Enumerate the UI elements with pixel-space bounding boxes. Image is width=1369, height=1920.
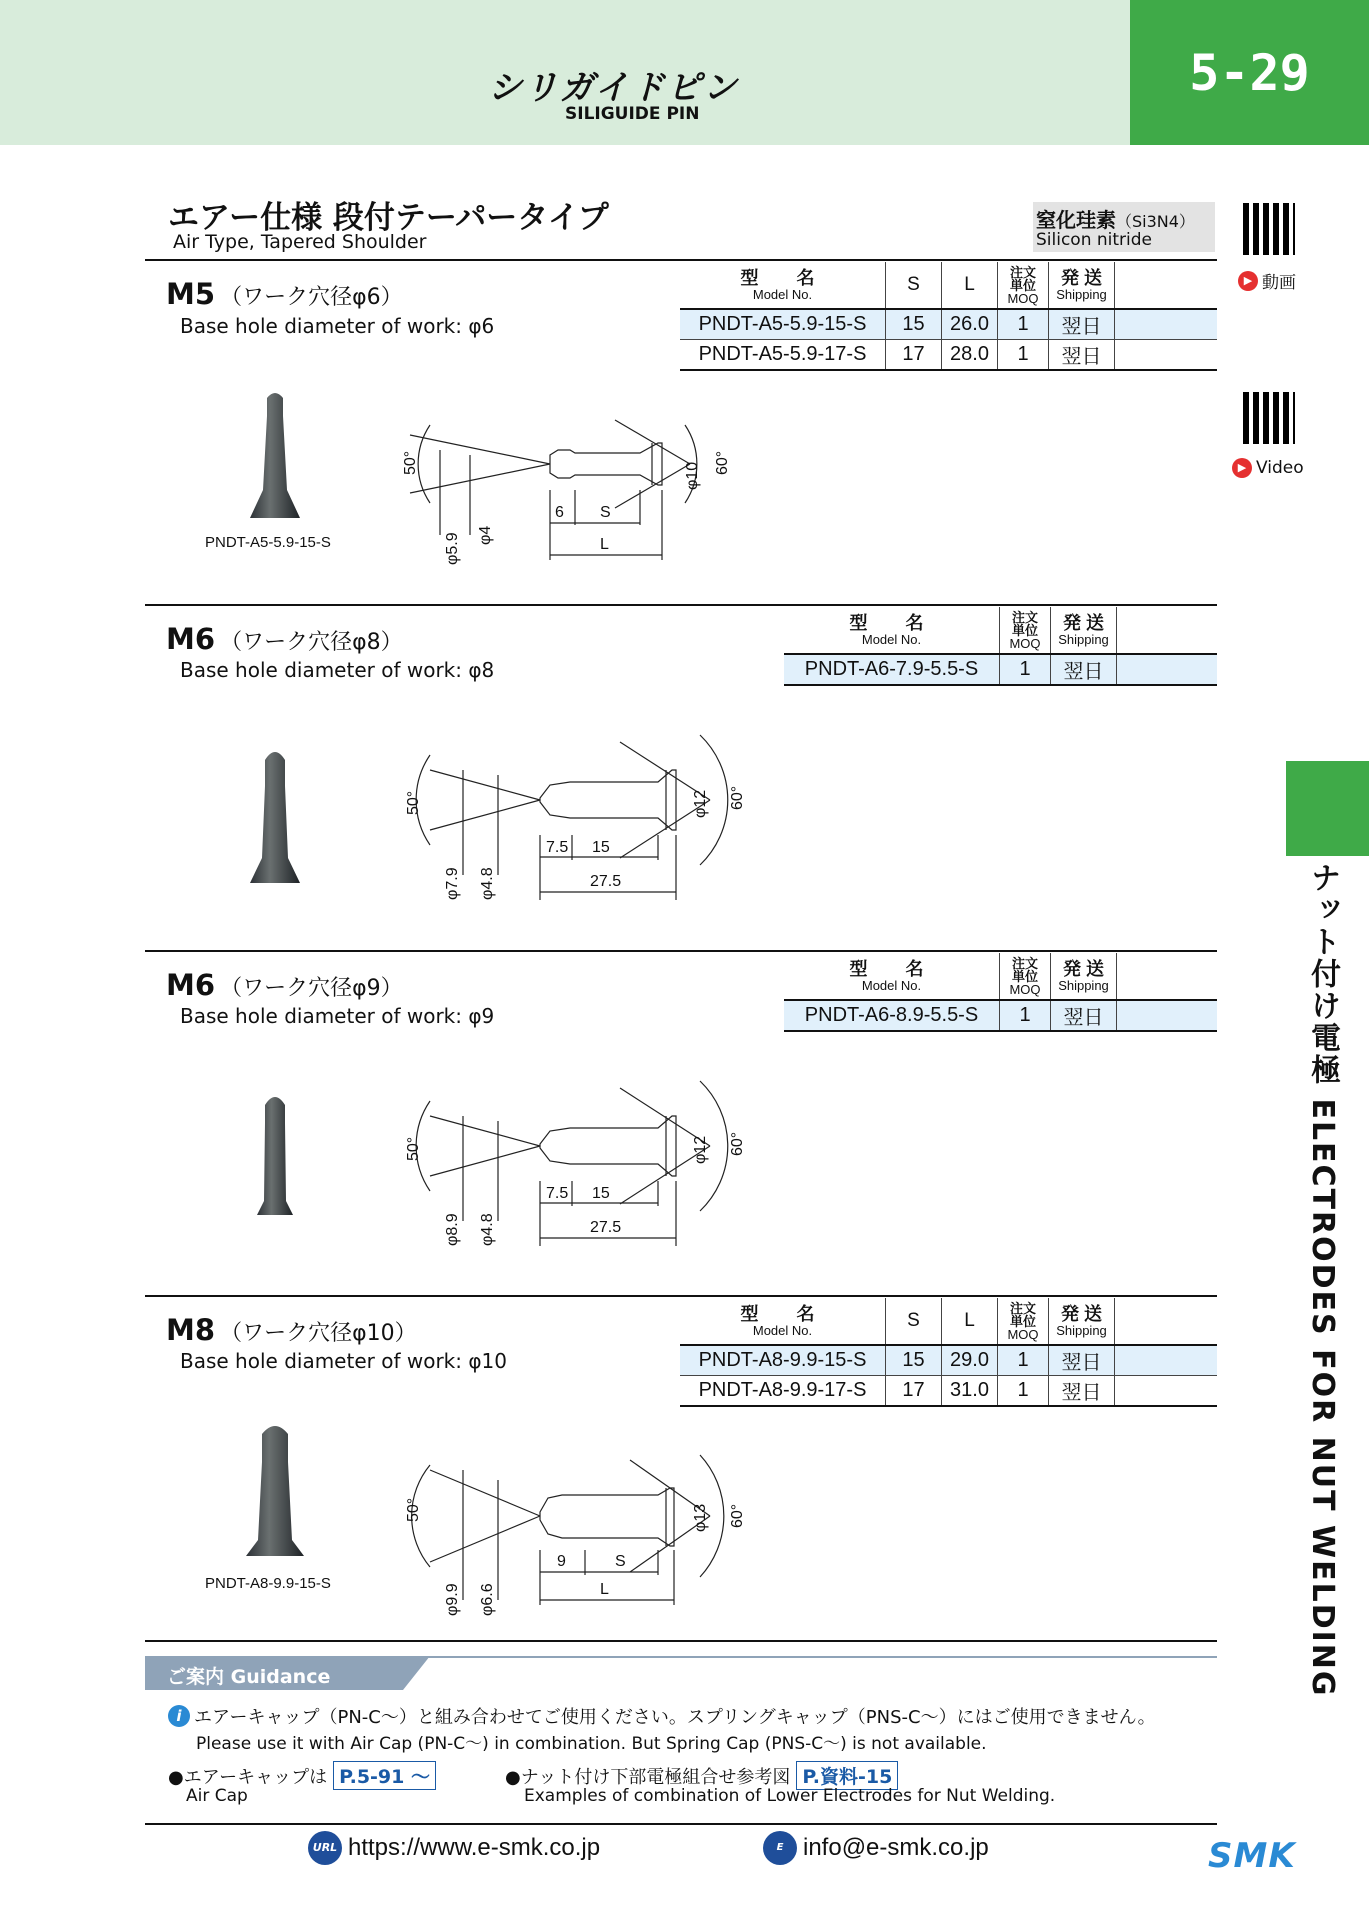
angle-label: 50° bbox=[405, 1136, 422, 1161]
divider bbox=[145, 1640, 1217, 1642]
base-hole-text: Base hole diameter of work: φ8 bbox=[180, 658, 495, 682]
s-cell: 15 bbox=[886, 1345, 942, 1376]
moq-cell: 1 bbox=[998, 340, 1049, 371]
email-address: info@e-smk.co.jp bbox=[803, 1834, 989, 1861]
pin-photo bbox=[245, 390, 305, 525]
header-ship-en: Shipping bbox=[1058, 977, 1109, 993]
website-link[interactable] bbox=[308, 1831, 600, 1865]
angle-label: 60° bbox=[714, 450, 731, 475]
dimension-drawing bbox=[390, 415, 750, 585]
model-cell: PNDT-A6-7.9-5.5-S bbox=[784, 654, 1000, 685]
page-title-jp: エアー仕様 段付テーパータイプ bbox=[168, 200, 609, 236]
moq-cell: 1 bbox=[1000, 654, 1051, 685]
model-cell: PNDT-A5-5.9-15-S bbox=[680, 309, 886, 340]
hole-note: （ワーク穴径φ10） bbox=[220, 1321, 417, 1346]
divider bbox=[145, 604, 1217, 606]
angle-label: 50° bbox=[405, 790, 422, 815]
moq-cell: 1 bbox=[998, 1345, 1049, 1376]
ship-cell: 翌日 bbox=[1049, 1345, 1115, 1376]
diameter-label: φ5.9 bbox=[444, 532, 461, 565]
pin-photo bbox=[245, 748, 305, 888]
header-moq-en: MOQ bbox=[1007, 290, 1039, 306]
divider bbox=[145, 259, 1217, 261]
dimension-drawing bbox=[390, 1450, 760, 1620]
header-ship-en: Shipping bbox=[1056, 286, 1107, 302]
dim-label: 7.5 bbox=[546, 839, 569, 856]
dim-label: L bbox=[600, 536, 609, 553]
angle-label: 50° bbox=[405, 1497, 422, 1522]
pin-photo bbox=[245, 1093, 305, 1233]
thread-size: M8 bbox=[166, 1313, 216, 1347]
video-label-jp: 動画 bbox=[1262, 273, 1296, 293]
header-moq-en: MOQ bbox=[1009, 981, 1041, 997]
moq-cell: 1 bbox=[998, 1376, 1049, 1407]
section-heading bbox=[166, 622, 403, 656]
section-heading bbox=[166, 968, 403, 1002]
model-cell: PNDT-A8-9.9-17-S bbox=[680, 1376, 886, 1407]
video-label-en: Video bbox=[1256, 458, 1304, 478]
header-moq-en: MOQ bbox=[1009, 635, 1041, 651]
dim-label: 27.5 bbox=[590, 1219, 622, 1236]
ship-cell: 翌日 bbox=[1049, 309, 1115, 340]
dim-label: L bbox=[600, 1581, 609, 1598]
page-number: 5-29 bbox=[1130, 0, 1369, 145]
base-hole-text: Base hole diameter of work: φ6 bbox=[180, 314, 495, 338]
header-model-en: Model No. bbox=[752, 1322, 813, 1338]
moq-cell: 1 bbox=[998, 309, 1049, 340]
email-link[interactable] bbox=[763, 1831, 989, 1887]
model-cell: PNDT-A5-5.9-17-S bbox=[680, 340, 886, 371]
photo-caption: PNDT-A8-9.9-15-S bbox=[205, 1575, 331, 1592]
diameter-label: φ8.9 bbox=[444, 1213, 461, 1246]
diameter-label: φ4 bbox=[477, 525, 494, 545]
dimension-drawing bbox=[390, 730, 760, 920]
hole-note: （ワーク穴径φ6） bbox=[220, 285, 403, 310]
diameter-label: φ12 bbox=[692, 789, 709, 818]
l-cell: 31.0 bbox=[942, 1376, 998, 1407]
ref2-link[interactable]: P.資料-15 bbox=[796, 1761, 898, 1790]
table-row bbox=[784, 1000, 1217, 1031]
diameter-label: φ4.8 bbox=[479, 867, 496, 900]
ship-cell: 翌日 bbox=[1049, 340, 1115, 371]
model-cell: PNDT-A8-9.9-15-S bbox=[680, 1345, 886, 1376]
material-formula: （Si3N4） bbox=[1116, 212, 1195, 231]
header-moq-en: MOQ bbox=[1007, 1326, 1039, 1342]
material-jp: 窒化珪素 bbox=[1036, 208, 1116, 232]
l-cell: 28.0 bbox=[942, 340, 998, 371]
header-model-jp: 型 名 bbox=[740, 267, 825, 288]
logo-text-en: SILIGUIDE PIN bbox=[565, 104, 700, 124]
s-cell: 15 bbox=[886, 309, 942, 340]
guidance-title: ご案内 Guidance bbox=[167, 1666, 331, 1688]
video-link-jp[interactable] bbox=[1238, 268, 1296, 293]
table-row bbox=[680, 309, 1217, 340]
dim-label: S bbox=[615, 1553, 626, 1570]
header-moq-jp1: 注文 bbox=[1009, 1300, 1036, 1316]
play-icon: ▶ bbox=[1232, 458, 1252, 478]
diameter-label: φ9.9 bbox=[444, 1583, 461, 1616]
ship-cell: 翌日 bbox=[1051, 654, 1117, 685]
header-moq-jp2: 単位 bbox=[1009, 1313, 1036, 1329]
diameter-label: φ6.6 bbox=[479, 1583, 496, 1616]
spec-table bbox=[784, 607, 1217, 686]
header-ship-en: Shipping bbox=[1058, 631, 1109, 647]
dim-label: S bbox=[600, 504, 611, 521]
header-model-en: Model No. bbox=[861, 631, 922, 647]
divider bbox=[145, 1823, 1217, 1825]
header-moq-jp2: 単位 bbox=[1011, 622, 1038, 638]
brand-logo: SMK bbox=[1208, 1836, 1296, 1876]
info-icon: i bbox=[168, 1705, 190, 1727]
header-moq-jp2: 単位 bbox=[1011, 968, 1038, 984]
qr-code-icon[interactable] bbox=[1243, 392, 1295, 444]
base-hole-text: Base hole diameter of work: φ9 bbox=[180, 1004, 495, 1028]
header-ship-jp: 発 送 bbox=[1062, 612, 1104, 633]
header-ship-en: Shipping bbox=[1056, 1322, 1107, 1338]
dimension-drawing bbox=[390, 1076, 760, 1266]
divider bbox=[145, 950, 1217, 952]
side-category-label: ナット付け電極 ELECTRODES FOR NUT WELDING bbox=[1305, 862, 1340, 1698]
table-row bbox=[784, 654, 1217, 685]
hole-note: （ワーク穴径φ9） bbox=[220, 976, 403, 1001]
header-moq-jp2: 単位 bbox=[1009, 277, 1036, 293]
pin-photo bbox=[240, 1422, 310, 1562]
s-cell: 17 bbox=[886, 340, 942, 371]
dim-label: 15 bbox=[592, 839, 610, 856]
angle-label: 60° bbox=[729, 1131, 746, 1156]
url-icon: URL bbox=[308, 1831, 342, 1865]
l-cell: 29.0 bbox=[942, 1345, 998, 1376]
material-box bbox=[1033, 202, 1215, 252]
photo-caption: PNDT-A5-5.9-15-S bbox=[205, 534, 331, 551]
thread-size: M6 bbox=[166, 968, 216, 1002]
l-cell: 26.0 bbox=[942, 309, 998, 340]
dim-label: 27.5 bbox=[590, 873, 622, 890]
moq-cell: 1 bbox=[1000, 1000, 1051, 1031]
qr-code-icon[interactable] bbox=[1243, 203, 1295, 255]
ref2-en: Examples of combination of Lower Electrodes for Nut Welding. bbox=[524, 1786, 1056, 1806]
header-l: L bbox=[942, 1298, 998, 1345]
diameter-label: φ4.8 bbox=[479, 1213, 496, 1246]
info-text-en: Please use it with Air Cap (PN-C〜) in combination. But Spring Cap (PNS-C〜) is not available. bbox=[196, 1734, 987, 1754]
header-model-en: Model No. bbox=[861, 977, 922, 993]
diameter-label: φ10 bbox=[684, 461, 701, 490]
ship-cell: 翌日 bbox=[1051, 1000, 1117, 1031]
angle-label: 60° bbox=[729, 785, 746, 810]
video-link-en[interactable] bbox=[1232, 458, 1304, 478]
table-row bbox=[680, 1376, 1217, 1407]
ref2-jp: ●ナット付け下部電極組合せ参考図 bbox=[505, 1766, 791, 1788]
spec-table bbox=[680, 262, 1217, 371]
angle-label: 60° bbox=[729, 1503, 746, 1528]
mail-icon: E mail bbox=[763, 1831, 797, 1865]
header-moq-jp1: 注文 bbox=[1011, 955, 1038, 971]
section-heading bbox=[166, 277, 403, 311]
ref1-jp: ●エアーキャップは bbox=[168, 1766, 328, 1788]
thread-size: M6 bbox=[166, 622, 216, 656]
table-row bbox=[680, 340, 1217, 371]
diameter-label: φ7.9 bbox=[444, 867, 461, 900]
dim-label: 15 bbox=[592, 1185, 610, 1202]
header-moq-jp1: 注文 bbox=[1009, 264, 1036, 280]
table-row bbox=[680, 1345, 1217, 1376]
page-title-en: Air Type, Tapered Shoulder bbox=[173, 231, 427, 253]
header-moq-jp1: 注文 bbox=[1011, 609, 1038, 625]
hole-note: （ワーク穴径φ8） bbox=[220, 630, 403, 655]
header-model-jp: 型 名 bbox=[849, 958, 934, 979]
ship-cell: 翌日 bbox=[1049, 1376, 1115, 1407]
angle-label: 50° bbox=[402, 450, 419, 475]
logo-text-jp: シリガイドピン bbox=[488, 68, 739, 108]
header-model-en: Model No. bbox=[752, 286, 813, 302]
header-ship-jp: 発 送 bbox=[1060, 1303, 1102, 1324]
guidance-bar bbox=[145, 1656, 1217, 1690]
ref1-en: Air Cap bbox=[186, 1786, 248, 1806]
header-ship-jp: 発 送 bbox=[1060, 267, 1102, 288]
header-l: L bbox=[942, 262, 998, 309]
dim-label: 9 bbox=[557, 1553, 566, 1570]
base-hole-text: Base hole diameter of work: φ10 bbox=[180, 1349, 507, 1373]
material-en: Silicon nitride bbox=[1036, 230, 1153, 250]
spec-table bbox=[680, 1298, 1217, 1407]
header-model-jp: 型 名 bbox=[740, 1303, 825, 1324]
side-index-tab bbox=[1286, 761, 1369, 856]
dim-label: 7.5 bbox=[546, 1185, 569, 1202]
website-url: https://www.e-smk.co.jp bbox=[348, 1834, 601, 1861]
diameter-label: φ12 bbox=[692, 1135, 709, 1164]
header-s: S bbox=[886, 1298, 942, 1345]
diameter-label: φ13 bbox=[692, 1503, 709, 1532]
ref1-link[interactable]: P.5-91 〜 bbox=[333, 1761, 436, 1790]
section-heading bbox=[166, 1313, 417, 1347]
header-ship-jp: 発 送 bbox=[1062, 958, 1104, 979]
guidance-info bbox=[168, 1703, 1156, 1729]
info-text-jp: エアーキャップ（PN-C〜）と組み合わせてご使用ください。スプリングキャップ（PNS-C〜）にはご使用できません。 bbox=[194, 1707, 1156, 1728]
divider bbox=[145, 1295, 1217, 1297]
header-model-jp: 型 名 bbox=[849, 612, 934, 633]
dim-label: 6 bbox=[555, 504, 564, 521]
play-icon: ▶ bbox=[1238, 271, 1258, 291]
header-s: S bbox=[886, 262, 942, 309]
model-cell: PNDT-A6-8.9-5.5-S bbox=[784, 1000, 1000, 1031]
s-cell: 17 bbox=[886, 1376, 942, 1407]
thread-size: M5 bbox=[166, 277, 216, 311]
spec-table bbox=[784, 953, 1217, 1032]
